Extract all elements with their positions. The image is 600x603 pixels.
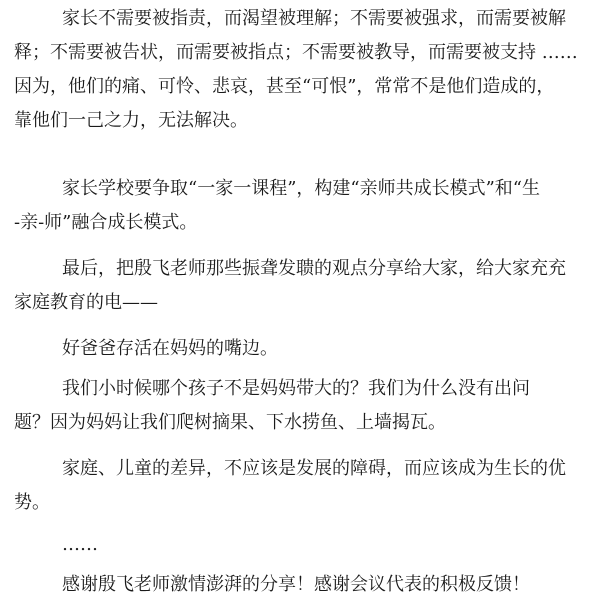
text-line: 因为，他们的痛、可怜、悲哀，甚至“可恨”，常常不是他们造成的， [14,76,555,97]
text-line: 家庭、儿童的差异，不应该是发展的障碍，而应该成为生长的优 [62,458,566,479]
paragraph-sharing-views [14,252,594,320]
text-line: 题？因为妈妈让我们爬树摘果、下水捞鱼、上墙揭瓦。 [14,412,446,433]
text-line: 好爸爸存活在妈妈的嘴边。 [62,338,278,359]
paragraph-good-father [62,332,594,366]
paragraph-ellipsis [62,528,594,562]
text-line: 家长学校要争取“一家一课程”，构建“亲师共成长模式”和“生 [62,178,541,199]
text-line: 感谢殷飞老师激情澎湃的分享！感谢会议代表的积极反馈！ [62,574,530,595]
paragraph-childhood-question [14,372,594,440]
text-line: 我们小时候哪个孩子不是妈妈带大的？我们为什么没有出问 [62,378,530,399]
text-line: …… [62,534,98,555]
text-line: 家庭教育的电—— [14,292,158,313]
paragraph-parent-school-model [14,172,594,240]
text-line: -亲-师”融合成长模式。 [14,212,198,233]
paragraph-parents-need-understanding [14,2,594,138]
text-line: 靠他们一己之力，无法解决。 [14,110,248,131]
text-line: 释；不需要被告状，而需要被指点；不需要被教导，而需要被支持 …… [14,42,578,63]
text-line: 家长不需要被指责，而渴望被理解；不需要被强求，而需要被解 [62,8,566,29]
paragraph-thanks [62,568,594,602]
paragraph-differences-advantage [14,452,594,520]
text-line: 最后，把殷飞老师那些振聋发聩的观点分享给大家，给大家充充 [62,258,566,279]
text-line: 势。 [14,492,50,513]
